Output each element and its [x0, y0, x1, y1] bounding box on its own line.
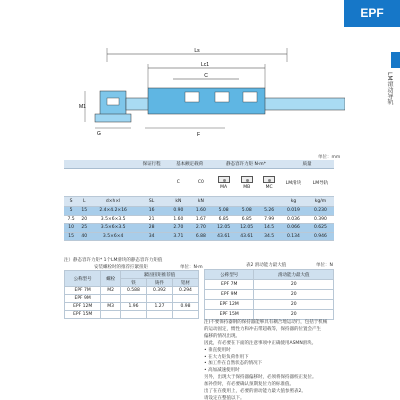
- bolt-cell-steel: [120, 311, 146, 319]
- hdr-kgm: kg/m: [307, 197, 334, 207]
- spec-cell-dhl: 3.5×6×3.5: [90, 224, 136, 233]
- spec-cell-rail: 0.390: [307, 215, 334, 224]
- bolt-hdr-steel: 铁: [120, 279, 146, 287]
- spec-cell-sl: 16: [136, 207, 167, 216]
- hdr-ma: MA: [220, 184, 228, 190]
- spec-cell-c0: 6.88: [190, 232, 212, 241]
- spec-cell-block: 0.134: [280, 232, 307, 241]
- hdr-mc: MC: [265, 184, 273, 190]
- spec-cell-dhl: 3.5×6×3.5: [90, 215, 136, 224]
- bolt-cell-steel: [120, 295, 146, 303]
- hdr-dhl: d×h×l: [90, 197, 136, 207]
- dim-ls: Ls: [194, 48, 200, 54]
- spec-cell-rail: 0.625: [307, 224, 334, 233]
- spec-cell-mc: 14.5: [258, 224, 280, 233]
- spec-cell-rail: 0.946: [307, 232, 334, 241]
- hdr-mb: MB: [243, 184, 251, 190]
- spec-cell-c0: 2.70: [190, 224, 212, 233]
- side-section-label: LM滚动导轨: [386, 72, 393, 105]
- hdr-mass: 质量: [280, 160, 334, 169]
- usage-notes: [204, 320, 339, 400]
- bolt-cell-aluminum: [172, 295, 198, 303]
- spec-cell-c: 3.71: [167, 232, 189, 241]
- speed-cell-value: 20: [254, 310, 334, 320]
- hdr-kg: kg: [280, 197, 307, 207]
- bolt-cell-bolt: M2: [101, 287, 121, 295]
- note-line: 请设定在整值以下。: [204, 395, 245, 400]
- bolt-cell-casting: 0.392: [146, 287, 172, 295]
- bolt-hdr-casting: 铸件: [146, 279, 172, 287]
- note-line: • 垂直使用时: [204, 347, 231, 353]
- speed-row: [205, 280, 334, 290]
- bolt-cell-steel: 0.588: [120, 287, 146, 295]
- hdr-stroke: 保证行程: [136, 160, 167, 169]
- moment-ma-icon: [218, 176, 230, 183]
- spec-cell-c0: 1.67: [190, 215, 212, 224]
- spec-cell-dhl: 2.4×4.2×16: [90, 207, 136, 216]
- bolt-cell-aluminum: 0.294: [172, 287, 198, 295]
- speed-cell-model: EPF 7M: [205, 280, 254, 290]
- spec-cell-c0: 1.60: [190, 207, 212, 216]
- note-line: 另外，出现大于保持器偏移时，必须将保持器校正复位。: [204, 375, 317, 381]
- speed-cell-model: EPF 12M: [205, 300, 254, 310]
- spec-cell-block: 0.019: [280, 207, 307, 216]
- spec-cell-mb: 5.08: [235, 207, 258, 216]
- note-line: 偏移的情况出现。: [204, 333, 240, 339]
- bolt-cell-model: EPF 9M: [65, 295, 101, 303]
- spec-cell-c: 1.60: [167, 215, 189, 224]
- spec-cell-l: 15: [78, 207, 90, 216]
- speed-cell-value: 20: [254, 300, 334, 310]
- hdr-lm-rail: LM导轨: [307, 169, 334, 197]
- moment-mb-icon: [241, 176, 253, 183]
- spec-cell-sl: 34: [136, 232, 167, 241]
- spec-cell-sl: 21: [136, 215, 167, 224]
- spec-cell-ma: 5.08: [212, 207, 235, 216]
- spec-cell-dhl: 3.5×6×4: [90, 232, 136, 241]
- note-line: 出了在在使用上，必要的滑动能力最大值参照表2。: [204, 389, 306, 395]
- guide-dimension-drawing: [55, 28, 345, 143]
- bolt-cell-casting: 1.27: [146, 303, 172, 311]
- hdr-static-moment: 静态容许力矩 N·m*: [212, 160, 280, 169]
- hdr-sl: SL: [136, 197, 167, 207]
- spec-cell-s: 5: [64, 207, 78, 216]
- hdr-basic-load: 基本额定载荷: [167, 160, 212, 169]
- hdr-c: C: [167, 169, 189, 197]
- speed-row: [205, 310, 334, 320]
- spec-row: [64, 224, 334, 233]
- bolt-cell-steel: 1.96: [120, 303, 146, 311]
- bolt-hdr-torque: 紧固扭矩推荐值: [120, 271, 198, 279]
- series-tab: EPF: [344, 0, 400, 27]
- bolt-cell-aluminum: [172, 311, 198, 319]
- dim-c: C: [204, 73, 208, 79]
- hdr-kn: kN: [167, 197, 189, 207]
- bolt-hdr-aluminum: 铝材: [172, 279, 198, 287]
- dim-g: G: [97, 131, 101, 137]
- spec-cell-mb: 43.61: [235, 232, 258, 241]
- bolt-cell-model: EPF 12M: [65, 303, 101, 311]
- bolt-caption: 安装螺栓时的推荐拧紧扭矩: [94, 265, 148, 270]
- speed-unit: 单位：N: [316, 263, 333, 268]
- spec-cell-ma: 12.05: [212, 224, 235, 233]
- spec-cell-rail: 0.230: [307, 207, 334, 216]
- speed-cell-model: EPF 15M: [205, 310, 254, 320]
- speed-caption: 表2 滑动能力最大值: [246, 263, 287, 268]
- note-line: • 高加减速使用时: [204, 368, 240, 374]
- dim-m1: M1: [79, 104, 86, 110]
- speed-cell-value: 20: [254, 280, 334, 290]
- spec-cell-l: 20: [78, 215, 90, 224]
- dim-f: F: [197, 132, 201, 138]
- spec-unit: 单位：mm: [318, 155, 341, 160]
- spec-cell-ma: 43.61: [212, 232, 235, 241]
- note-line: 加补偿时，有必要确认预期复位力的标准值。: [204, 382, 294, 388]
- note-line: 注)不要保持器钢的保持器能够具有耦合地运动行，包括于机械: [204, 320, 328, 325]
- bolt-cell-model: EPF 15M: [65, 311, 101, 319]
- spec-cell-l: 40: [78, 232, 90, 241]
- speed-cell-value: 20: [254, 290, 334, 300]
- speed-hdr-model: 公称型号: [205, 270, 254, 280]
- spec-row: [64, 215, 334, 224]
- bolt-row: [65, 287, 199, 295]
- speed-cell-model: EPF 9M: [205, 290, 254, 300]
- bolt-torque-table: [64, 270, 199, 319]
- spec-cell-s: 7.5: [64, 215, 78, 224]
- speed-row: [205, 290, 334, 300]
- hdr-l: L: [78, 197, 90, 207]
- note-line: • 加工件在自然状态的情况下: [204, 361, 263, 367]
- spec-table: [64, 160, 334, 241]
- spec-cell-mc: 34.5: [258, 232, 280, 241]
- bolt-cell-bolt: [101, 311, 121, 319]
- spec-cell-sl: 28: [136, 224, 167, 233]
- bolt-hdr-bolt: 螺栓: [101, 271, 121, 287]
- hdr-c0: C0: [190, 169, 212, 197]
- bolt-row: [65, 295, 199, 303]
- spec-cell-block: 0.036: [280, 215, 307, 224]
- spec-cell-c: 0.90: [167, 207, 189, 216]
- spec-cell-mb: 6.85: [235, 215, 258, 224]
- spec-row: [64, 207, 334, 216]
- dim-lc1: Lc1: [200, 62, 210, 68]
- bolt-cell-casting: [146, 311, 172, 319]
- note-line: 因此，有必要在下面的注意事项中正确使用ASMN滑块。: [204, 340, 317, 346]
- bolt-cell-casting: [146, 295, 172, 303]
- spec-cell-mb: 12.05: [235, 224, 258, 233]
- sliding-force-table: [204, 269, 334, 320]
- hdr-lm-block: LM滑块: [280, 169, 307, 197]
- speed-row: [205, 300, 334, 310]
- note-line: • 在大力矩负荷作用下: [204, 354, 249, 360]
- spec-cell-s: 15: [64, 232, 78, 241]
- spec-cell-mc: 5.26: [258, 207, 280, 216]
- spec-cell-mc: 7.99: [258, 215, 280, 224]
- bolt-row: [65, 303, 199, 311]
- spec-row: [64, 232, 334, 241]
- moment-mc-icon: [263, 176, 275, 183]
- hdr-s: S: [64, 197, 78, 207]
- spec-cell-l: 25: [78, 224, 90, 233]
- bolt-unit: 单位：N·m: [180, 265, 203, 270]
- bolt-cell-bolt: M3: [101, 303, 121, 311]
- bolt-cell-bolt: [101, 295, 121, 303]
- side-index-marker: [391, 52, 400, 68]
- spec-cell-ma: 6.85: [212, 215, 235, 224]
- hdr-kn0: kN: [190, 197, 212, 207]
- spec-note: 注）静态容许力矩* 1个LM滑块的静态容许力矩值: [64, 258, 163, 263]
- spec-cell-block: 0.066: [280, 224, 307, 233]
- spec-cell-c: 2.70: [167, 224, 189, 233]
- note-line: 的运动固定，惯性力和冲击带超载等，保持器的位置会产生: [204, 326, 321, 332]
- spec-cell-s: 10: [64, 224, 78, 233]
- bolt-cell-model: EPF 7M: [65, 287, 101, 295]
- bolt-hdr-model: 公称型号: [65, 271, 101, 287]
- bolt-cell-aluminum: 0.98: [172, 303, 198, 311]
- speed-hdr-value: 滑动能力最大值: [254, 270, 334, 280]
- bolt-row: [65, 311, 199, 319]
